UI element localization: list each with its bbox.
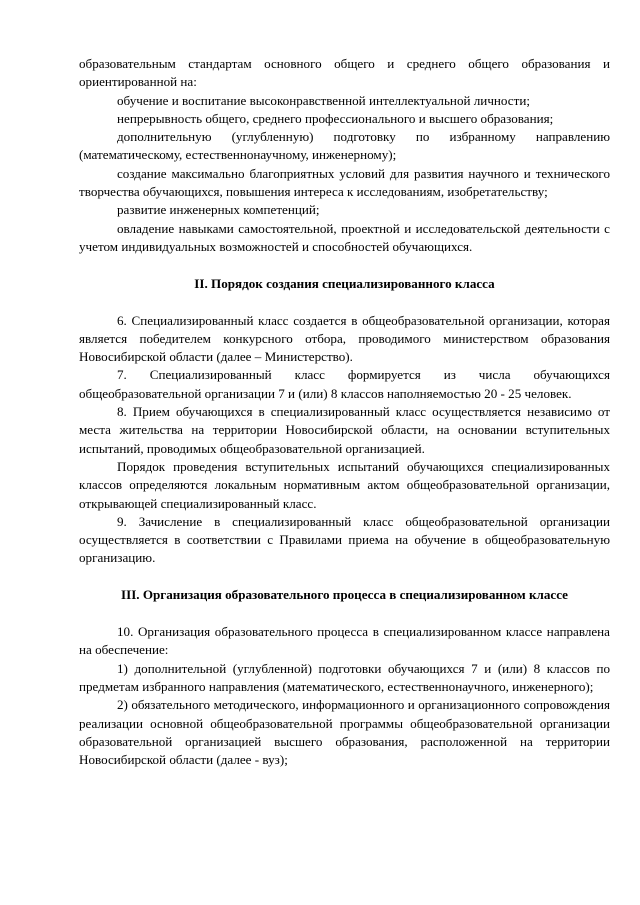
paragraph: 6. Специализированный класс создается в общеобразовательной организации, которая является победителем конкурсного отбора, проводимого министерством образования Новосибирской области (далее – Министерство).	[79, 312, 610, 365]
section-heading: III. Организация образовательного процесса в специализированном классе	[121, 587, 568, 603]
paragraph: 9. Зачисление в специализированный класс общеобразовательной организации осуществляется в соответствии с Правилами приема на обучение в общеобразовательную организацию.	[79, 513, 610, 566]
section-heading: II. Порядок создания специализированного класса	[194, 275, 495, 291]
paragraph: овладение навыками самостоятельной, проектной и исследовательской деятельности с учетом индивидуальных возможностей и способностей обучающихся.	[79, 220, 610, 254]
paragraph: Порядок проведения вступительных испытаний обучающихся специализированных классов определяются локальным нормативным актом общеобразовательной организации, открывающей специализированный класс.	[79, 458, 610, 511]
paragraph: создание максимально благоприятных условий для развития научного и технического творчества обучающихся, повышения интереса к исследованиям, изобретательству;	[79, 165, 610, 200]
paragraph: 10. Организация образовательного процесса в специализированном классе направлена на обеспечение:	[79, 624, 610, 658]
paragraph: обучение и воспитание высоконравственной интеллектуальной личности;	[117, 92, 530, 108]
paragraph: дополнительную (углубленную) подготовку по избранному направлению (математическому, естественнонаучному, инженерному);	[79, 129, 610, 163]
paragraph: образовательным стандартам основного общего и среднего общего образования и ориентированной на:	[79, 56, 610, 90]
paragraph: непрерывность общего, среднего профессионального и высшего образования;	[117, 110, 554, 126]
paragraph: 2) обязательного методического, информационного и организационного сопровождения реализации основной общеобразовательной программы общеобразовательной организации образовательной организацией высшего образования, расположенной на территории Новосибирской области (далее - вуз);	[79, 697, 610, 768]
document-body	[79, 55, 610, 769]
paragraph: развитие инженерных компетенций;	[117, 202, 320, 218]
paragraph: 8. Прием обучающихся в специализированный класс осуществляется независимо от места жительства на территории Новосибирской области, на основании вступительных испытаний, проводимых общеобразовательной организацией.	[79, 404, 610, 456]
paragraph: 1) дополнительной (углубленной) подготовки обучающихся 7 и (или) 8 классов по предметам избранного направления (математического, естественнонаучного, инженерного);	[79, 660, 610, 694]
paragraph: 7. Специализированный класс формируется из числа обучающихся общеобразовательной организации 7 и (или) 8 классов наполняемостью 20 - 25 человек.	[79, 367, 610, 401]
